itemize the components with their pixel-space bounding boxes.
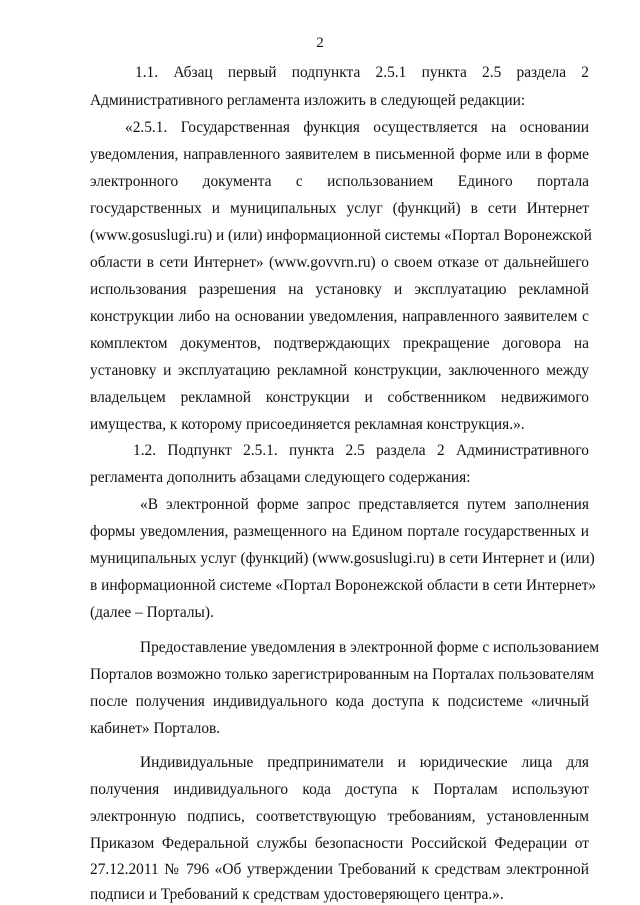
- text-line: муниципальных услуг (функций) (www.gosuslugi.ru) в сети Интернет и (или): [90, 550, 595, 567]
- text-line: Индивидуальные предприниматели и юридические лица для: [140, 754, 589, 771]
- text-line: установку и эксплуатацию рекламной конструкции, заключенного между: [90, 362, 589, 379]
- text-line: подписи и Требований к средствам удостоверяющего центра.».: [90, 886, 504, 903]
- text-line: 1.2. Подпункт 2.5.1. пункта 2.5 раздела 2 Административного: [133, 442, 589, 459]
- text-line: имущества, к которому присоединяется рекламная конструкция.».: [90, 416, 525, 433]
- text-line: электронную подпись, соответствующую требованиям, установленным: [90, 808, 589, 825]
- text-line: (www.gosuslugi.ru) и (или) информационной системы «Портал Воронежской: [90, 227, 592, 244]
- text-line: Административного регламента изложить в следующей редакции:: [90, 92, 526, 109]
- text-line: Приказом Федеральной службы безопасности Российской Федерации от: [90, 835, 589, 852]
- text-line: области в сети Интернет» (www.govvrn.ru) о своем отказе от дальнейшего: [90, 254, 589, 271]
- text-line: владельцем рекламной конструкции и собственником недвижимого: [90, 389, 589, 406]
- text-line: формы уведомления, размещенного на Едином портале государственных и: [90, 523, 589, 540]
- text-line: Порталов возможно только зарегистрированным на Порталах пользователям: [90, 666, 594, 683]
- text-line: использования разрешения на установку и эксплуатацию рекламной: [90, 281, 589, 298]
- text-line: 1.1. Абзац первый подпункта 2.5.1 пункта 2.5 раздела 2: [135, 64, 589, 81]
- text-line: «В электронной форме запрос представляется путем заполнения: [140, 496, 589, 513]
- text-line: уведомления, направленного заявителем в письменной форме или в форме: [90, 146, 589, 163]
- text-line: государственных и муниципальных услуг (функций) в сети Интернет: [90, 200, 589, 217]
- text-line: получения индивидуального кода доступа к Порталам используют: [90, 781, 589, 798]
- page-number: 2: [316, 35, 324, 51]
- text-line: конструкции либо на основании уведомления, направленного заявителем с: [90, 308, 589, 325]
- text-line: после получения индивидуального кода доступа к подсистеме «личный: [90, 693, 589, 710]
- text-line: Предоставление уведомления в электронной форме с использованием: [140, 639, 600, 656]
- text-line: кабинет» Порталов.: [90, 720, 221, 737]
- text-line: регламента дополнить абзацами следующего содержания:: [90, 469, 471, 486]
- text-line: (далее – Порталы).: [90, 604, 214, 621]
- text-line: электронного документа с использованием Единого портала: [90, 173, 589, 190]
- text-line: в информационной системе «Портал Воронежской области в сети Интернет»: [90, 577, 597, 594]
- text-line: «2.5.1. Государственная функция осуществляется на основании: [125, 119, 589, 136]
- text-line: 27.12.2011 № 796 «Об утверждении Требований к средствам электронной: [90, 861, 589, 878]
- text-line: комплектом документов, подтверждающих прекращение договора на: [90, 335, 589, 352]
